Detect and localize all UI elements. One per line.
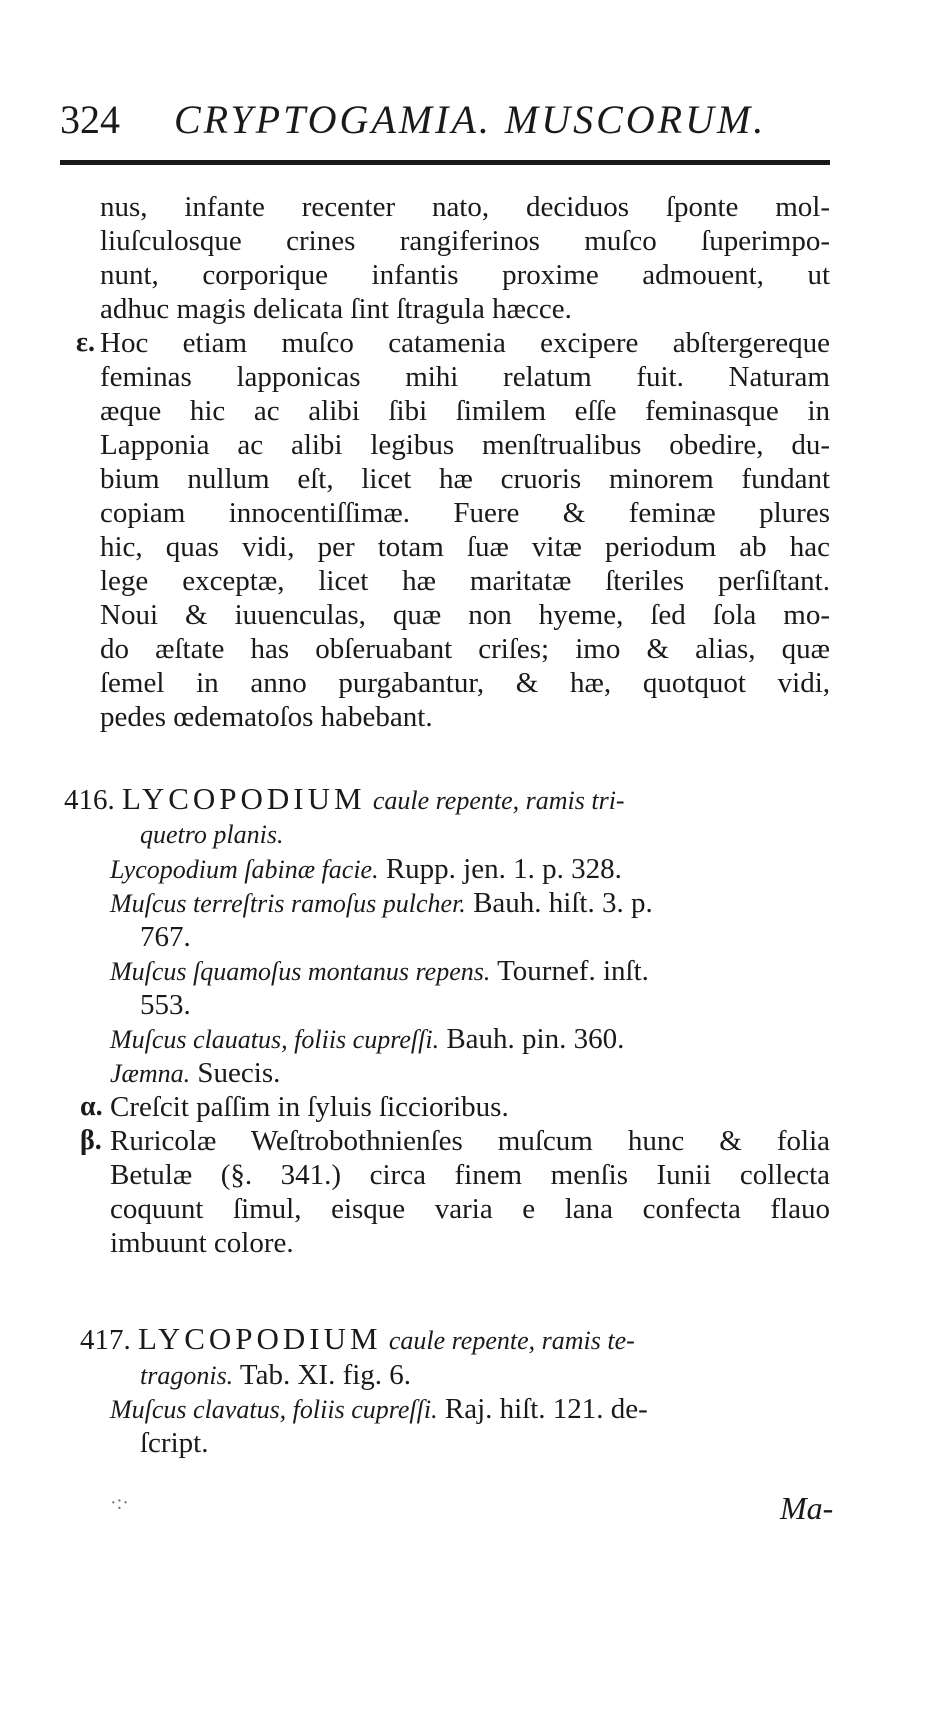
vernacular-line: [110, 1056, 280, 1091]
diagnosis-continued: quetro planis.: [140, 820, 284, 849]
margin-marker: β.: [80, 1125, 102, 1156]
diagnosis: caule repente, ramis te-: [388, 1326, 635, 1355]
species-heading: [80, 1322, 635, 1358]
note-line: imbuunt colore.: [110, 1227, 294, 1259]
note-line: Betulæ (§. 341.) circa finem menſis Iunii collecta: [110, 1159, 830, 1191]
ink-speck: ·:·: [110, 1492, 129, 1514]
synonym-continued: 553.: [140, 989, 191, 1021]
synonym-name: Muſcus clauatus, foliis cupreſſi.: [110, 1025, 440, 1054]
text-line: Noui & iuuenculas, quæ non hyeme, ſed ſola mo-: [100, 599, 830, 631]
species-number: 417.: [80, 1324, 131, 1356]
vernacular-name: Jæmna.: [110, 1059, 191, 1088]
text-line: Hoc etiam muſco catamenia excipere abſtergereque: [100, 327, 830, 359]
synonym-name: Muſcus clavatus, foliis cupreſſi.: [110, 1395, 438, 1424]
synonym-reference: Bauh. pin. 360.: [446, 1023, 625, 1055]
synonym-name: Lycopodium ſabinæ facie.: [110, 855, 379, 884]
species-number: 416.: [64, 784, 115, 816]
plate-reference: Tab. XI. fig. 6.: [239, 1359, 412, 1391]
synonym-reference: Rupp. jen. 1. p. 328.: [385, 853, 622, 885]
synonym-line: [110, 954, 649, 989]
diagnosis: tragonis.: [140, 1361, 234, 1390]
synonym-line: [110, 852, 622, 887]
species-heading: [64, 782, 625, 818]
text-line: pedes œdematoſos habebant.: [100, 701, 433, 733]
margin-marker: ε.: [76, 327, 95, 358]
catchword: Ma-: [780, 1490, 834, 1526]
note-line: Creſcit paſſim in ſyluis ſiccioribus.: [110, 1091, 509, 1123]
text-line: hic, quas vidi, per totam ſuæ vitæ periodum ab hac: [100, 531, 830, 563]
text-line: nunt, corporique infantis proxime admouent, ut: [100, 259, 830, 291]
page-number: 324: [60, 97, 120, 142]
note-line: Ruricolæ Weſtrobothnienſes muſcum hunc & folia: [110, 1125, 830, 1157]
note-line: coquunt ſimul, eisque varia e lana confecta flauo: [110, 1193, 830, 1225]
synonym-name: Muſcus ſquamoſus montanus repens.: [110, 957, 491, 986]
vernacular-language: Suecis.: [197, 1057, 281, 1089]
header-rule: [60, 160, 830, 165]
synonym-continued: ſcript.: [140, 1427, 209, 1459]
synonym-line: [110, 886, 653, 921]
text-line: feminas lapponicas mihi relatum fuit. Naturam: [100, 361, 830, 393]
synonym-line: [110, 1022, 624, 1057]
text-line: do æſtate has obſeruabant criſes; imo & alias, quæ: [100, 633, 830, 665]
synonym-reference: Raj. hiſt. 121. de-: [444, 1393, 648, 1425]
text-line: æque hic ac alibi ſibi ſimilem eſſe feminasque in: [100, 395, 830, 427]
synonym-continued: 767.: [140, 921, 191, 953]
synonym-line: [110, 1392, 648, 1427]
running-title: CRYPTOGAMIA. MUSCORUM.: [174, 97, 767, 142]
diagnosis: caule repente, ramis tri-: [372, 786, 625, 815]
text-line: copiam innocentiſſimæ. Fuere & feminæ plures: [100, 497, 830, 529]
text-line: nus, infante recenter nato, deciduos ſponte mol-: [100, 191, 830, 223]
text-line: ſemel in anno purgabantur, & hæ, quotquot vidi,: [100, 667, 830, 699]
synonym-name: Muſcus terreſtris ramoſus pulcher.: [110, 889, 466, 918]
page-header: [60, 92, 840, 144]
genus-name: LYCOPODIUM: [138, 1321, 382, 1356]
synonym-reference: Bauh. hiſt. 3. p.: [473, 887, 653, 919]
genus-name: LYCOPODIUM: [122, 781, 366, 816]
text-line: liuſculosque crines rangiferinos muſco ſuperimpo-: [100, 225, 830, 257]
text-line: Lapponia ac alibi legibus menſtrualibus obedire, du-: [100, 429, 830, 461]
text-line: adhuc magis delicata ſint ſtragula hæcce.: [100, 293, 572, 325]
text-line: lege exceptæ, licet hæ maritatæ ſteriles perſiſtant.: [100, 565, 830, 597]
margin-marker: α.: [80, 1091, 103, 1122]
diagnosis-continued: [140, 1358, 411, 1393]
synonym-reference: Tournef. inſt.: [497, 955, 649, 987]
text-line: bium nullum eſt, licet hæ cruoris minorem fundant: [100, 463, 830, 495]
